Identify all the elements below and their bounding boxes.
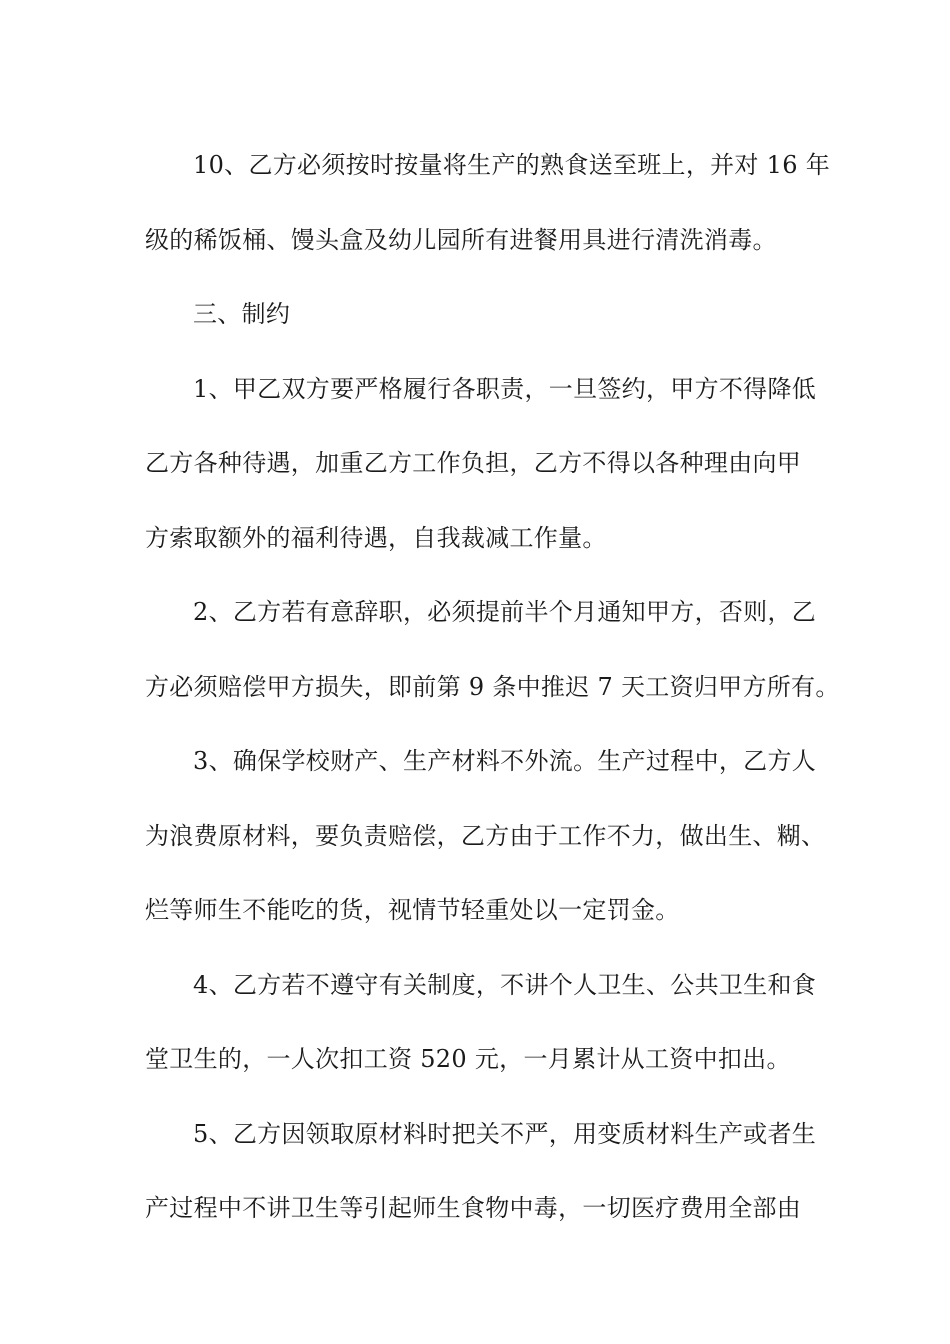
clause-3-line-3: 烂等师生不能吃的货，视情节轻重处以一定罚金。 bbox=[145, 896, 680, 924]
clause-1-line-3: 方索取额外的福利待遇，自我裁减工作量。 bbox=[145, 523, 607, 552]
clause-4-line-2: 堂卫生的，一人次扣工资 520 元，一月累计从工资中扣出。 bbox=[145, 1045, 791, 1073]
clause-2-line-2: 方必须赔偿甲方损失，即前第 9 条中推迟 7 天工资归甲方所有。 bbox=[145, 672, 840, 701]
paragraph-10-line-1: 10、乙方必须按时按量将生产的熟食送至班上，并对 16 年 bbox=[193, 151, 831, 179]
clause-5-line-2: 产过程中不讲卫生等引起师生食物中毒，一切医疗费用全部由 bbox=[145, 1194, 802, 1222]
clause-4-line-1: 4、乙方若不遵守有关制度，不讲个人卫生、公共卫生和食 bbox=[193, 970, 817, 999]
clause-5-line-1: 5、乙方因领取原材料时把关不严，用变质材料生产或者生 bbox=[193, 1119, 817, 1148]
clause-3-line-1: 3、确保学校财产、生产材料不外流。生产过程中，乙方人 bbox=[193, 747, 817, 775]
clause-1-line-2: 乙方各种待遇，加重乙方工作负担，乙方不得以各种理由向甲 bbox=[145, 449, 802, 477]
clause-3-line-2: 为浪费原材料，要负责赔偿，乙方由于工作不力，做出生、糊、 bbox=[145, 821, 826, 850]
clause-2-line-1: 2、乙方若有意辞职，必须提前半个月通知甲方，否则，乙 bbox=[193, 598, 817, 626]
document-body bbox=[145, 128, 840, 1246]
section-heading-constraints: 三、制约 bbox=[193, 300, 291, 328]
paragraph-10-line-2: 级的稀饭桶、馒头盒及幼儿园所有进餐用具进行清洗消毒。 bbox=[145, 225, 777, 254]
clause-1-line-1: 1、甲乙双方要严格履行各职责，一旦签约，甲方不得降低 bbox=[193, 374, 817, 403]
